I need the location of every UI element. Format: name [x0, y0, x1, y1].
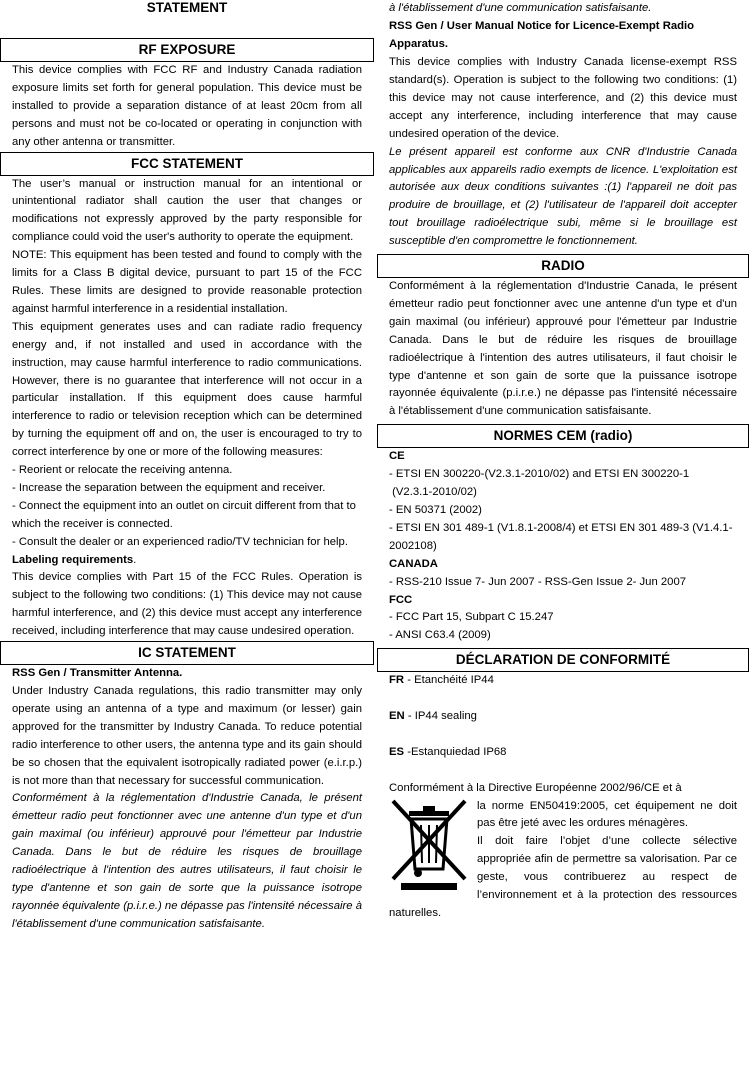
declaration-fr-code: FR — [389, 674, 405, 687]
declaration-es — [389, 744, 737, 762]
fcc-paragraph-note: NOTE: This equipment has been tested and found to comply with the limits for a Class B digital device, pursuant to part 15 of the FCC Rules. These limits are designed to provide reasonable protection against harmful interference in a residential installation. — [12, 249, 362, 315]
labeling-requirements-line — [12, 552, 362, 570]
weee-block — [389, 798, 737, 923]
fcc-measure-3: - Connect the equipment into an outlet on circuit different from that to which the receiver is connected. — [12, 499, 356, 530]
radio-text: Conformément à la réglementation d'Industrie Canada, le présent émetteur radio peut fonctionner avec une antenne d'un type et d'un gain maximal (ou inférieur) approuvé pour l'émetteur par Industrie Canada. Dans le but de réduire les risques de brouillage radioélectrique à l'intention des autres utilisateurs, il faut choisir le type d'antenne et son gain de sorte que la puissance isotrope rayonnée équivalente (p.i.r.e.) ne dépasse pas l'intensité nécessaire à l'établissement d'une communication satisfaisante. — [389, 280, 737, 418]
ic-paragraph-license-exempt: This device complies with Industry Canada license-exempt RSS standard(s). Operation is subject to the following two conditions: (1) this device may not cause interference, and (2) this device must accept any interference, including interference that may cause undesired operation of the device. — [389, 56, 737, 140]
normes-ce-title: CE — [389, 450, 405, 463]
declaration-es-code: ES — [389, 745, 405, 758]
left-column — [0, 0, 374, 1077]
normes-fcc-2: - ANSI C63.4 (2009) — [389, 629, 491, 642]
labeling-title: Labeling requirements — [12, 553, 134, 566]
fcc-statement-heading: FCC STATEMENT — [0, 152, 374, 176]
right-column — [377, 0, 749, 1077]
rf-exposure-text: This device complies with FCC RF and Industry Canada radiation exposure limits set forth for general population. This device must be installed to provide a separation distance of at least 20cm from all persons and must not be co-located or operating in conjunction with any other antenna or transmitter. — [12, 64, 362, 148]
normes-fcc-1: - FCC Part 15, Subpart C 15.247 — [389, 611, 554, 624]
weee-text-2: Il doit faire l’objet d’une collecte sélective appropriée afin de permettre sa valorisation. Par ce geste, vous contribuerez au respect de l’environnement et à la protection des ressources naturelles. — [389, 835, 737, 919]
fcc-measure-2: - Increase the separation between the equipment and receiver. — [12, 481, 326, 494]
declaration-es-text: -Estanquiedad IP68 — [404, 745, 507, 758]
statement-title: STATEMENT — [146, 0, 228, 15]
declaration-fr — [389, 672, 737, 690]
weee-text: la norme EN50419:2005, cet équipement ne doit pas être jeté avec les ordures ménagères. — [477, 799, 737, 830]
declaration-en-text: - IP44 sealing — [404, 710, 477, 723]
weee-line-1: Conformément à la Directive Européenne 2002/96/CE et à — [389, 781, 682, 794]
ic-paragraph-antenna-fr-continued: à l'établissement d'une communication satisfaisante. — [389, 2, 652, 15]
ic-subheading-user-manual: RSS Gen / User Manual Notice for Licence-Exempt Radio Apparatus. — [389, 20, 695, 51]
ic-statement-heading: IC STATEMENT — [0, 641, 374, 665]
normes-ce-1b: (V2.3.1-2010/02) — [389, 486, 477, 499]
fcc-measure-4: - Consult the dealer or an experienced radio/TV technician for help. — [12, 535, 348, 548]
ic-paragraph-antenna-fr: Conformément à la réglementation d'Industrie Canada, le présent émetteur radio peut fonctionner avec une antenne d'un type et d'un gain maximal (ou inférieur) approuvé pour l'émetteur par Industrie Canada. Dans le but de réduire les risques de brouillage radioélectrique à l'intention des autres utilisateurs, il faut choisir le type d'antenne et son gain de sorte que la puissance isotrope rayonnée équivalente (p.i.r.e.) ne dépasse pas l'intensité nécessaire à l'établissement d'une communication satisfaisante. — [12, 792, 362, 930]
ic-paragraph-antenna: Under Industry Canada regulations, this radio transmitter may only operate using an antenna of a type and maximum (or lesser) gain approved for the transmitter by Industry Canada. To reduce potential radio interference to other users, the antenna type and its gain should be so chosen that the equivalent isotropically radiated power (e.i.r.p.) is not more than that necessary for successful communication. — [12, 685, 362, 787]
normes-ce-3: - ETSI EN 301 489-1 (V1.8.1-2008/4) et ETSI EN 301 489-3 (V1.4.1-2002108) — [389, 521, 733, 552]
fcc-measure-1: - Reorient or relocate the receiving antenna. — [12, 464, 233, 477]
labeling-dot: . — [133, 553, 137, 566]
normes-canada-1: - RSS-210 Issue 7- Jun 2007 - RSS-Gen Issue 2- Jun 2007 — [389, 575, 687, 588]
normes-ce-2: - EN 50371 (2002) — [389, 504, 482, 516]
declaration-en-code: EN — [389, 710, 405, 723]
normes-heading: NORMES CEM (radio) — [377, 424, 749, 448]
fcc-paragraph-3: This equipment generates uses and can radiate radio frequency energy and, if not installed and used in accordance with the instruction, may cause harmful interference to radio communications. However, there is no guarantee that interference will not occur in a particular installation. If this equipment does cause harmful interference to radio or television reception which can be determined by turning the equipment off and on, the user is encouraged to try to correct interference by one or more of the following measures: — [12, 320, 362, 459]
crossed-out-wheelie-bin-icon — [387, 799, 471, 891]
labeling-text: This device complies with Part 15 of the FCC Rules. Operation is subject to the following two conditions: (1) This device may not cause harmful interference, and (2) this device must accept any interference received, including interference that may cause undesired operation. — [12, 571, 362, 638]
fcc-paragraph-1: The user’s manual or instruction manual for an intentional or unintentional radiator shall caution the user that changes or modifications not expressly approved by the party responsible for compliance could void the user's authority to operate the equipment. — [12, 177, 362, 244]
normes-ce-1: - ETSI EN 300220-(V2.3.1-2010/02) and ETSI EN 300220-1 — [389, 468, 690, 481]
radio-heading: RADIO — [377, 254, 749, 278]
declaration-fr-text: - Etanchéité IP44 — [404, 674, 494, 687]
ic-subheading-antenna: RSS Gen / Transmitter Antenna. — [12, 667, 183, 680]
declaration-en — [389, 708, 737, 726]
ic-paragraph-license-exempt-fr: Le présent appareil est conforme aux CNR d'Industrie Canada applicables aux appareils radio exempts de licence. L'exploitation est autorisée aux deux conditions suivantes :(1) l'appareil ne doit pas produire de brouillage, et (2) l'utilisateur de l'appareil doit accepter tout brouillage radioélectrique subi, même si le brouillage est susceptible d'en compromettre le fonctionnement. — [389, 145, 737, 248]
declaration-heading: DÉCLARATION DE CONFORMITÉ — [377, 648, 749, 672]
rf-exposure-heading: RF EXPOSURE — [0, 38, 374, 62]
normes-fcc-title: FCC — [389, 593, 413, 606]
normes-canada-title: CANADA — [389, 557, 438, 570]
